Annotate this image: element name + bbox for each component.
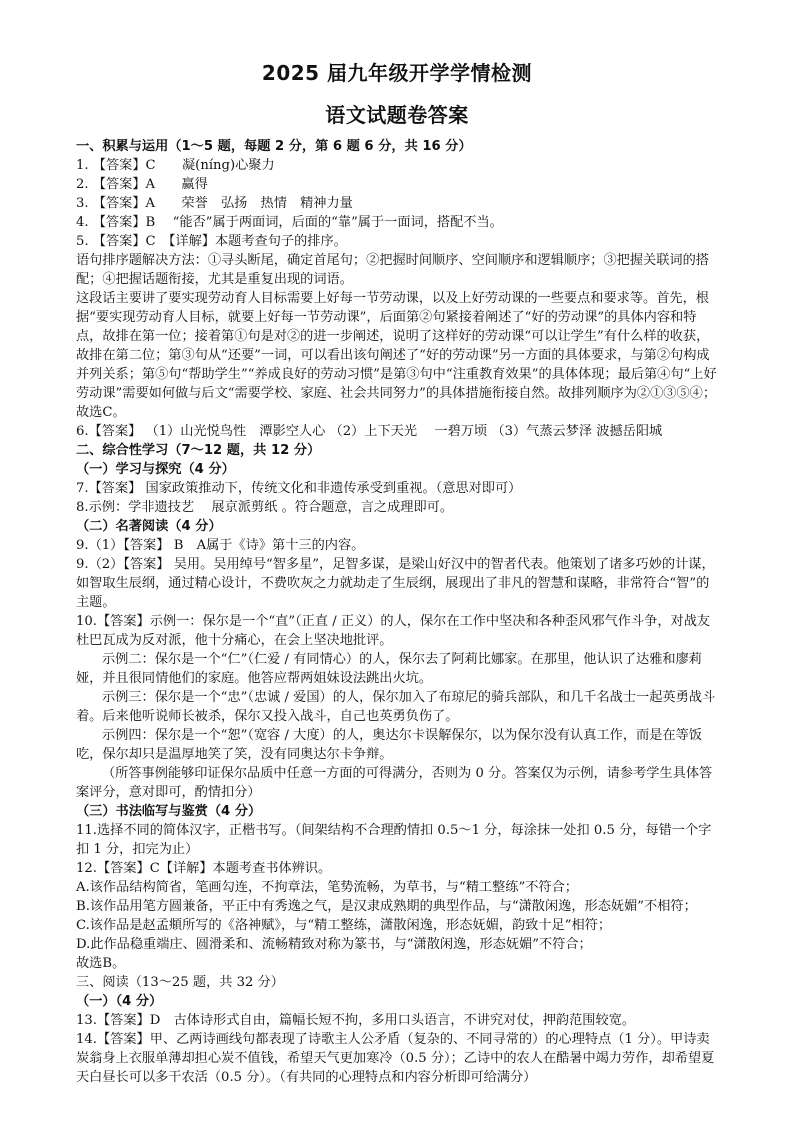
answer-line: A.该作品结构简省，笔画勾连，不拘章法，笔势流畅，为草书，与“精工整练”不符合； bbox=[76, 880, 578, 895]
answer-line: 示例四：保尔是一个“恕”（宽容 / 大度）的人，奥达尔卡误解保尔，以为保尔没有认真工作，而是在等饭吃，保尔却只是温厚地笑了笑，没有同奥达尔卡争辩。 bbox=[76, 728, 702, 762]
answer-line: 11.选择不同的简体汉字，正楷书写。（间架结构不合理酌情扣 0.5～1 分，每涂抹一处扣 0.5 分，每错一个字扣 1 分，扣完为止） bbox=[76, 823, 712, 857]
answer-line: B.该作品用笔方圆兼备，平正中有秀逸之气，是汉隶成熟期的典型作品，与“潇散闲逸，形态妩媚”不相符； bbox=[76, 899, 697, 914]
answer-line: 故选B。 bbox=[76, 956, 126, 971]
answer-line: 7.【答案】 国家政策推动下，传统文化和非遗传承受到重视。（意思对即可） bbox=[76, 481, 522, 496]
answer-line: C.该作品是赵孟頫所写的《洛神赋》，与“精工整练，潇散闲逸，形态妩媚，韵致十足”相符； bbox=[76, 918, 612, 933]
answer-line: 1. 【答案】C 凝(níng)心聚力 bbox=[76, 158, 275, 173]
answer-line: 12.【答案】C【详解】本题考查书体辨识。 bbox=[76, 861, 332, 876]
section-heading: （二）名著阅读（4 分） bbox=[76, 519, 222, 534]
answer-line: 这段话主要讲了要实现劳动育人目标需要上好每一节劳动课，以及上好劳动课的一些要点和要求等。首先，根据“要实现劳动育人目标，就要上好每一节劳动课”，后面第②句紧接着阐述了“好的劳动课”的具体内容和特点，故排在第一位；接着第①句是对②的进一步阐述，说明了这样好的劳动课“可以让学生”有什么样的收获，故排在第二位；第③句从“还要”一词，可以看出该句阐述了“好的劳动课”另一方面的具体要求，与第②句构成并列关系；第⑤句“帮助学生”“养成良好的劳动习惯”是第③句中“注重教育效果”的具体体现；最后第④句“上好劳动课”需要如何做与后文“需要学校、家庭、社会共同努力”的具体措施衔接自然。故排列顺序为②①③⑤④； bbox=[76, 291, 717, 401]
document-subtitle: 语文试题卷答案 bbox=[325, 103, 469, 127]
answer-line: 14.【答案】甲、乙两诗画线句都表现了诗歌主人公矛盾（复杂的、不同寻常的）的心理特点（1 分）。甲诗卖炭翁身上衣服单薄却担心炭不值钱，希望天气更加寒冷（0.5 分）；乙诗中的农人在酷暑中竭力劳作，却希望夏天白昼长可以多干农活（0.5 分）。（有共同的心理特点和内容分析即可给满分） bbox=[76, 1032, 715, 1085]
section-heading: 一、积累与运用（1～5 题，每题 2 分，第 6 题 6 分，共 16 分） bbox=[76, 139, 472, 154]
answer-line: 9.（1）【答案】 B A属于《诗》第十三的内容。 bbox=[76, 538, 365, 553]
answer-line: 10.【答案】示例一：保尔是一个“直”（正直 / 正义）的人，保尔在工作中坚决和各种歪风邪气作斗争，对战友杜巴瓦成为反对派，他十分痛心，在会上坚决地批评。 bbox=[76, 614, 711, 648]
answer-line: 13.【答案】D 古体诗形式自由，篇幅长短不拘，多用口头语言，不讲究对仗，押韵范围较宽。 bbox=[76, 1013, 636, 1028]
answer-line: 9.（2）【答案】 吴用。吴用绰号“智多星”，足智多谋，是梁山好汉中的智者代表。他策划了诸多巧妙的计谋，如智取生辰纲，通过精心设计，不费吹灰之力就劫走了生辰纲，展现出了非凡的智慧和谋略，非常符合“智”的主题。 bbox=[76, 557, 715, 610]
answer-line: （所答事例能够印证保尔品质中任意一方面的可得满分，否则为 0 分。答案仅为示例，请参考学生具体答案评分，意对即可，酌情扣分） bbox=[76, 766, 713, 800]
section-heading: （一）（4 分） bbox=[76, 994, 163, 1009]
document-title: 2025 届九年级开学学情检测 bbox=[261, 61, 533, 85]
answer-line: 语句排序题解决方法：①寻头断尾，确定首尾句；②把握时间顺序、空间顺序和逻辑顺序；③把握关联词的搭配；④把握话题衔接，尤其是重复出现的词语。 bbox=[76, 253, 709, 287]
answer-line: 三、阅读（13～25 题，共 32 分） bbox=[76, 975, 284, 990]
answer-line: 5. 【答案】C 【详解】本题考查句子的排序。 bbox=[76, 234, 347, 249]
section-heading: 二、综合性学习（7～12 题，共 12 分） bbox=[76, 443, 321, 458]
answer-line: D.此作品稳重端庄、圆滑柔和、流畅精致对称为篆书，与“潇散闲逸，形态妩媚”不符合； bbox=[76, 937, 592, 952]
answer-line: 6.【答案】 （1）山光悦鸟性 潭影空人心 （2）上下天光 一碧万顷 （3）气蒸云梦泽 波撼岳阳城 bbox=[76, 424, 663, 439]
section-heading: （三）书法临写与鉴赏（4 分） bbox=[76, 804, 262, 819]
section-heading: （一）学习与探究（4 分） bbox=[76, 462, 235, 477]
answer-body bbox=[76, 137, 722, 1087]
answer-line: 示例二：保尔是一个“仁”（仁爱 / 有同情心）的人，保尔去了阿莉比娜家。在那里，他认识了达雅和廖莉娅，并且很同情他们的家庭。他答应帮两姐妹设法跳出火坑。 bbox=[76, 652, 702, 686]
answer-line: 2. 【答案】A 赢得 bbox=[76, 177, 208, 192]
answer-line: 示例三：保尔是一个“忠”（忠诚 / 爱国）的人，保尔加入了布琼尼的骑兵部队，和几千名战士一起英勇战斗着。后来他听说师长被杀，保尔又投入战斗，自己也英勇负伤了。 bbox=[76, 690, 716, 724]
answer-line: 故选C。 bbox=[76, 405, 126, 420]
answer-line: 3. 【答案】A 荣誉 弘扬 热情 精神力量 bbox=[76, 196, 353, 211]
answer-line: 4. 【答案】B “能否”属于两面词，后面的“靠”属于一面词，搭配不当。 bbox=[76, 215, 503, 230]
answer-line: 8.示例：学非遗技艺 展京派剪纸 。符合题意，言之成理即可。 bbox=[76, 500, 454, 515]
